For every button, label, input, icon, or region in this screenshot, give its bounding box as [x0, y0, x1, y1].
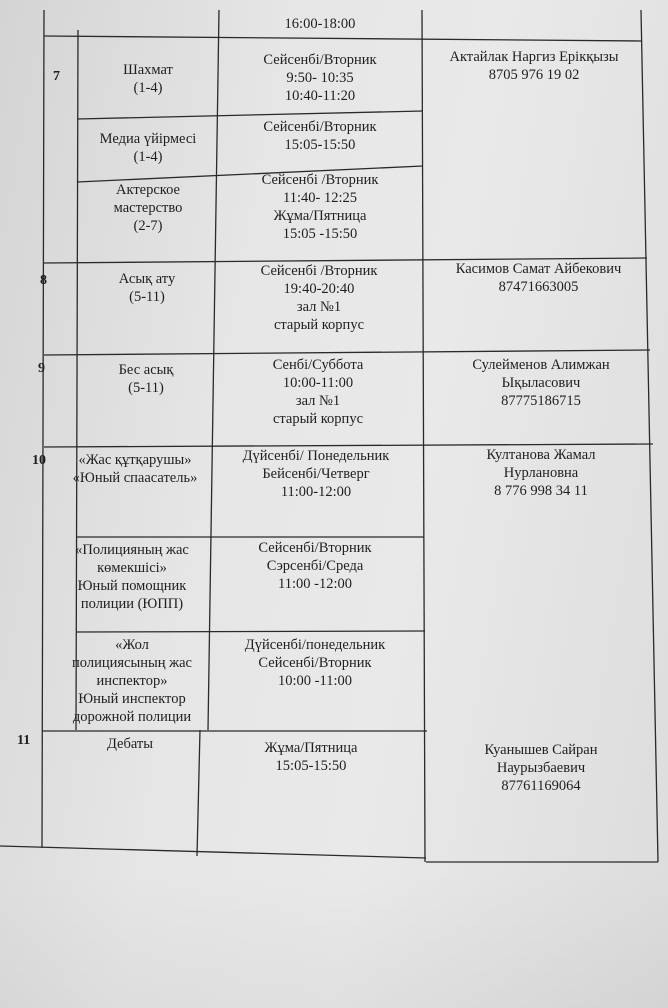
- row-number-11: 11: [17, 733, 31, 748]
- top-time: 16:00-18:00: [284, 16, 356, 32]
- row-number-7: 7: [53, 69, 60, 84]
- row-number-10: 10: [32, 453, 46, 468]
- activity-chess: Шахмат (1-4): [123, 62, 173, 96]
- row-bottom-left: [0, 846, 426, 858]
- activity-asyk-atu: Асық ату (5-11): [118, 271, 176, 305]
- activity-acting: Актерское мастерство (2-7): [113, 182, 183, 234]
- activity-young-rescuer: «Жас құтқарушы» «Юный спаасатель»: [72, 452, 198, 486]
- teacher-11: Куанышев Сайран Наурызбаевич 87761169064: [484, 742, 598, 794]
- schedule-asyk-atu: Сейсенбі /Вторник 19:40-20:40 зал №1 старый корпус: [260, 263, 378, 333]
- schedule-bes-asyk: Сенбі/Суббота 10:00-11:00 зал №1 старый корпус: [272, 357, 364, 427]
- activity-young-traffic-inspector: «Жол полициясының жас инспектор» Юный инспектор дорожной полиции: [72, 637, 192, 725]
- schedule-young-police-helper: Сейсенбі/Вторник Сэрсенбі/Среда 11:00 -12:00: [258, 540, 372, 592]
- teacher-9: Сулейменов Алимжан Ықыласович 87775186715: [472, 357, 610, 409]
- subrow-line-10b: [77, 631, 425, 632]
- schedule-media: Сейсенбі/Вторник 15:05-15:50: [263, 119, 377, 153]
- border-schedule-col: [422, 10, 425, 862]
- activity-bes-asyk: Бес асық (5-11): [118, 362, 174, 396]
- row-number-8: 8: [40, 273, 47, 288]
- teacher-10: Култанова Жамал Нурлановна 8 776 998 34 11: [486, 447, 596, 499]
- border-right: [641, 10, 658, 862]
- schedule-acting: Сейсенбі /Вторник 11:40- 12:25 Жұма/Пятница 15:05 -15:50: [261, 172, 379, 242]
- schedule-young-rescuer: Дүйсенбі/ Понедельник Бейсенбі/Четверг 11:00-12:00: [242, 448, 390, 500]
- row-number-9: 9: [38, 361, 45, 376]
- teacher-8: Касимов Самат Айбекович 87471663005: [455, 261, 622, 295]
- border-left: [42, 10, 44, 848]
- teacher-7: Актайлак Наргиз Ерікқызы 8705 976 19 02: [449, 49, 619, 83]
- activity-media: Медиа үйірмесі (1-4): [99, 131, 197, 165]
- schedule-debates: Жұма/Пятница 15:05-15:50: [264, 740, 358, 774]
- row-top: [44, 36, 642, 41]
- activity-young-police-helper: «Полицияның жас көмекшісі» Юный помощник полиции (ЮПП): [75, 542, 189, 612]
- schedule-chess: Сейсенбі/Вторник 9:50- 10:35 10:40-11:20: [263, 52, 377, 104]
- row-line-9: [44, 350, 650, 355]
- schedule-young-traffic-inspector: Дүйсенбі/понедельник Сейсенбі/Вторник 10:00 -11:00: [244, 637, 386, 689]
- activity-debates: Дебаты: [106, 736, 154, 752]
